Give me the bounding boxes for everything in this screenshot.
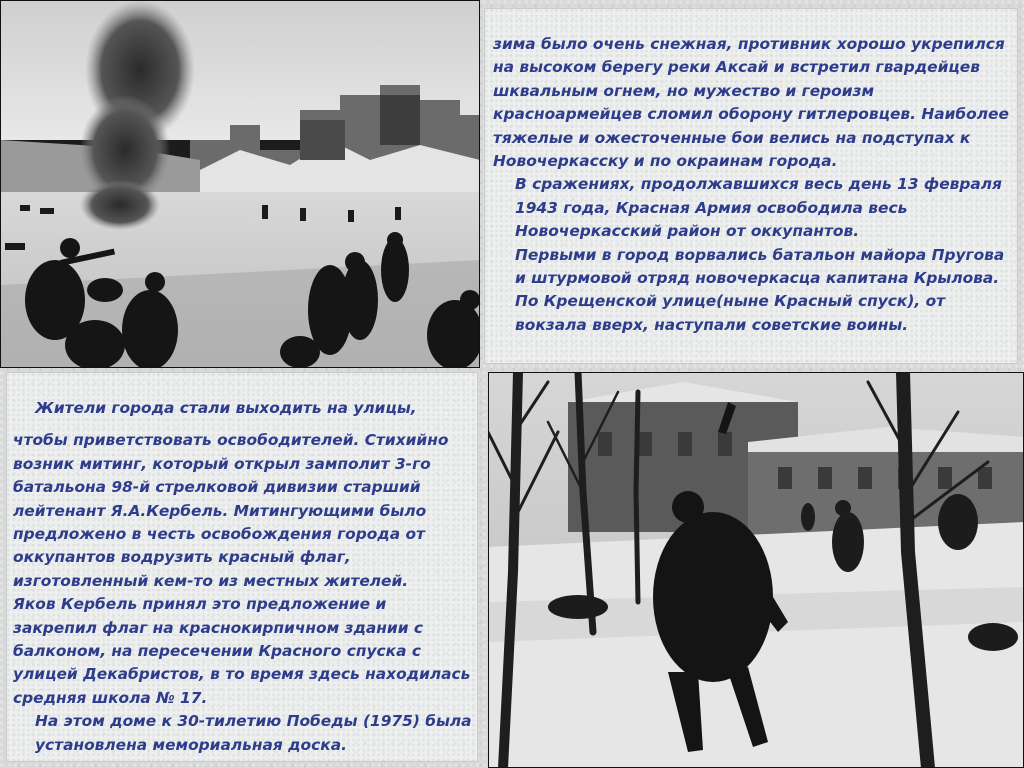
battle-photo-field-image	[0, 0, 480, 368]
paragraph-3: Яков Кербель принял это предложение и закрепил флаг на краснокирпичном здании с балконом, на пересечении Красного спуска с улицей Декабристов, в то время здесь находилась средняя школа № 17.	[13, 595, 471, 707]
text-panel-top	[484, 8, 1018, 364]
paragraph-4: На этом доме к 30-тилетию Победы (1975) была установлена мемориальная доска.	[35, 712, 472, 754]
battle-photo-field	[0, 0, 480, 368]
text-panel-bottom	[6, 372, 478, 762]
paragraph-1: Жители города стали выходить на улицы,	[35, 399, 417, 417]
story-text-top	[493, 33, 1009, 337]
paragraph-4: По Крещенской улице(ныне Красный спуск), от вокзала вверх, наступали советские воины.	[515, 292, 946, 334]
paragraph-3: Первыми в город ворвались батальон майора Пругова и штурмовой отряд новочеркасца капитана Крылова.	[515, 245, 1005, 288]
paragraph-1: зима было очень снежная, противник хорошо укрепился на высоком берегу реки Аксай и встретил гвардейцев шквальным огнем, но мужество и героизм красноармейцев сломил оборону гитлеровцев. Наиболее тяжелые и ожесточенные бои велись на подступах к Новочеркасску и по окраинам города.	[493, 35, 1009, 171]
battle-photo-street-image	[488, 372, 1024, 768]
paragraph-2: чтобы приветствовать освободителей. Стихийно возник митинг, который открыл замполит 3-го батальона 98-й стрелковой дивизии старший лейтенант Я.А.Кербель. Митингующими было предложено в честь освобождения города от оккупантов водрузить красный флаг, изготовленный кем-то из местных жителей.	[13, 431, 449, 590]
battle-photo-street	[488, 372, 1024, 768]
paragraph-2: В сражениях, продолжавшихся весь день 13 февраля 1943 года, Красная Армия освободила весь Новочеркасский район от оккупантов.	[515, 175, 1002, 241]
story-text-bottom	[13, 397, 473, 757]
